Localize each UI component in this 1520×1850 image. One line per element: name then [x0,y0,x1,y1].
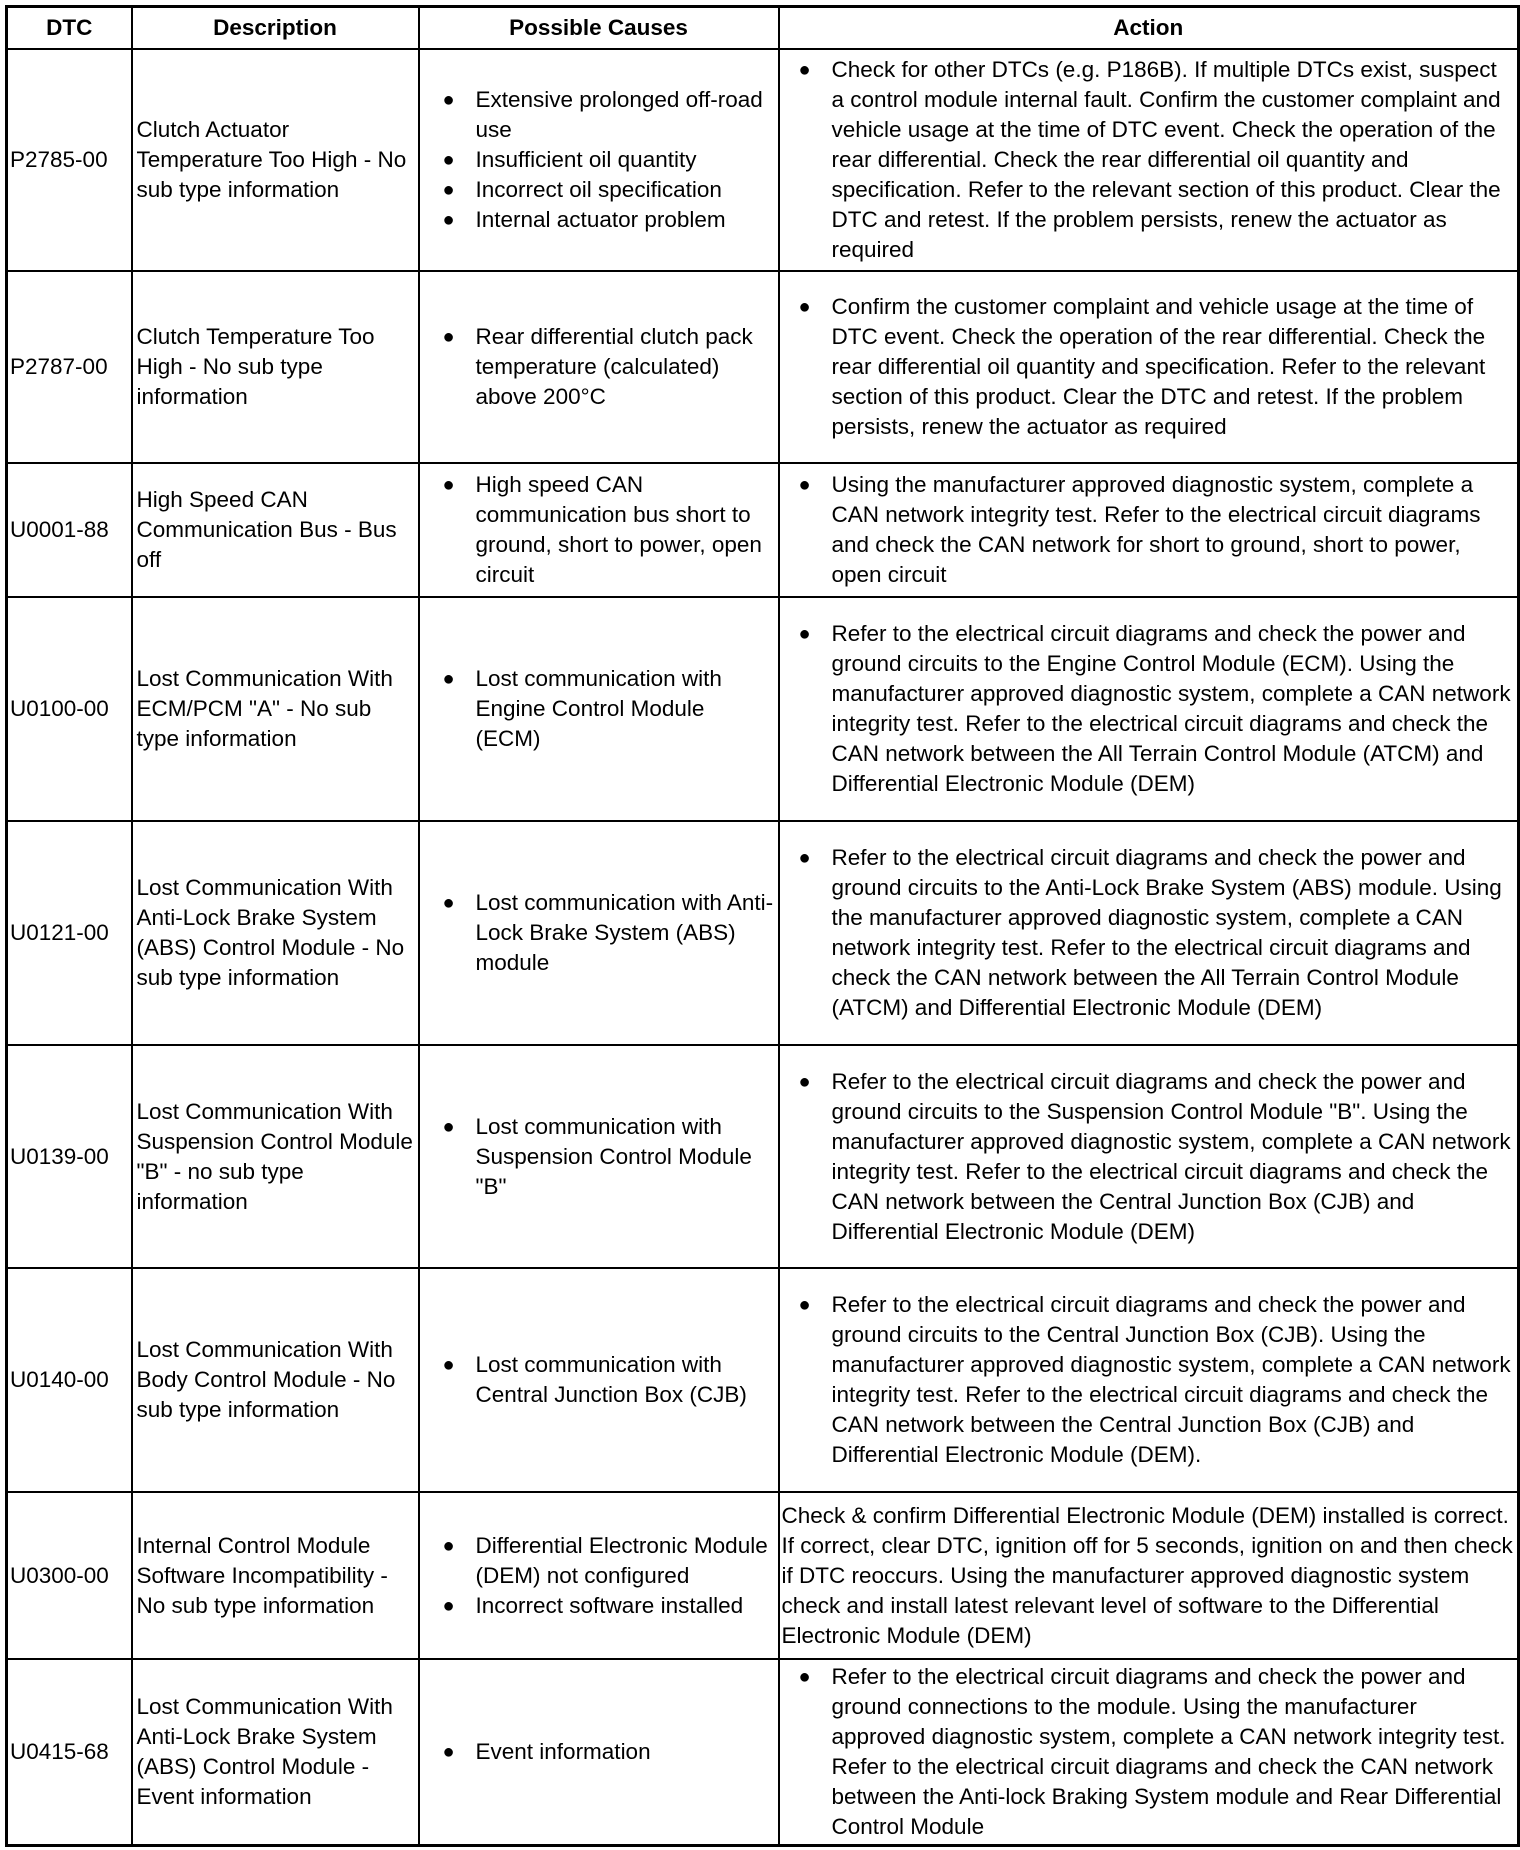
action-text: Refer to the electrical circuit diagrams and check the power and ground circuits to the Anti-Lock Brake System (ABS) module. Using the manufacturer approved diagnostic system, complete a CAN network integrity test. Refer to the electrical circuit diagrams and check the CAN network between the All Terrain Control Module (ATCM) and Differential Electronic Module (DEM) [831,845,1502,1020]
header-row [7,7,1519,50]
cause-text: Incorrect software installed [475,1592,744,1618]
dtc-code: U0300-00 [7,1492,132,1659]
possible-causes [419,597,779,821]
action-text: Check for other DTCs (e.g. P186B). If multiple DTCs exist, suspect a control module internal fault. Confirm the customer complaint and vehicle usage at the time of DTC event. Check the operation of the rear differential. Check the rear differential oil quantity and specification. Refer to the relevant section of this product. Clear the DTC and retest. If the problem persists, renew the actuator as required [831,57,1501,262]
bullet-icon: ● [798,59,811,81]
table-row [7,271,1519,463]
header-dtc: DTC [7,7,132,50]
bullet-icon: ● [798,1665,811,1688]
description: Lost Communication With Anti-Lock Brake System (ABS) Control Module - Event information [132,1659,419,1845]
action [779,1268,1519,1492]
table-row [7,1659,1519,1845]
bullet-icon: ● [442,1534,455,1557]
action-text: Refer to the electrical circuit diagrams and check the power and ground circuits to the Suspension Control Module "B". Using the manufacturer approved diagnostic system, complete a CAN network integrity test. Refer to the electrical circuit diagrams and check the CAN network between the Central Junction Box (CJB) and Differential Electronic Module (DEM) [831,1068,1511,1244]
cause-text: Internal actuator problem [475,207,726,232]
table-row [7,597,1519,821]
cause-item [442,322,774,412]
action-text: Refer to the electrical circuit diagrams and check the power and ground connections to the module. Using the manufacturer approved diagnostic system, complete a CAN network integrity test. Refer to the electrical circuit diagrams and check the CAN network between the Anti-lock Braking System module and Rear Differential Control Module [831,1663,1506,1839]
action-text: Refer to the electrical circuit diagrams and check the power and ground circuits to the Central Junction Box (CJB). Using the manufacturer approved diagnostic system, complete a CAN network integrity test. Refer to the electrical circuit diagrams and check the CAN network between the Central Junction Box (CJB) and Differential Electronic Module (DEM). [831,1292,1511,1467]
action [779,821,1519,1045]
cause-item [442,1112,774,1202]
cause-text: Rear differential clutch pack temperature (calculated) above 200°C [475,324,753,409]
cause-text: Extensive prolonged off-road use [475,87,763,142]
bullet-icon: ● [442,1740,455,1763]
bullet-icon: ● [442,1115,455,1138]
action-item [798,1067,1514,1247]
action-item [798,1290,1514,1470]
bullet-icon: ● [798,474,811,496]
cause-text: Insufficient oil quantity [475,147,697,172]
bullet-icon: ● [798,1294,811,1316]
bullet-icon: ● [442,668,455,690]
header-description: Description [132,7,419,50]
cause-item [442,205,774,235]
action [779,1492,1519,1659]
dtc-code: U0140-00 [7,1268,132,1492]
cause-text: Event information [475,1738,651,1764]
header-action: Action [779,7,1519,50]
action-item [798,292,1514,442]
action [779,1045,1519,1268]
cause-item [442,1350,774,1410]
action-item [798,843,1514,1023]
action [779,49,1519,271]
cause-item [442,888,774,978]
cause-item [442,175,774,205]
dtc-code: U0121-00 [7,821,132,1045]
possible-causes [419,271,779,463]
table-row [7,821,1519,1045]
bullet-icon: ● [442,892,455,914]
action-item [798,619,1514,799]
table-row [7,1268,1519,1492]
dtc-code: P2787-00 [7,271,132,463]
description: Internal Control Module Software Incompatibility - No sub type information [132,1492,419,1659]
possible-causes [419,463,779,597]
action-text: Refer to the electrical circuit diagrams and check the power and ground circuits to the Engine Control Module (ECM). Using the manufacturer approved diagnostic system, complete a CAN network integrity test. Refer to the electrical circuit diagrams and check the CAN network between the All Terrain Control Module (ATCM) and Differential Electronic Module (DEM) [831,621,1511,796]
table-row [7,463,1519,597]
cause-text: Lost communication with Engine Control Module (ECM) [475,666,722,751]
possible-causes [419,1045,779,1268]
action-text: Confirm the customer complaint and vehicle usage at the time of DTC event. Check the operation of the rear differential. Check the rear differential oil quantity and specification. Refer to the relevant section of this product. Clear the DTC and retest. If the problem persists, renew the actuator as required [831,294,1486,439]
dtc-code: U0139-00 [7,1045,132,1268]
description: Lost Communication With Body Control Module - No sub type information [132,1268,419,1492]
table-row [7,49,1519,271]
action [779,597,1519,821]
bullet-icon: ● [798,847,811,869]
action-text: Check & confirm Differential Electronic Module (DEM) installed is correct. If correct, clear DTC, ignition off for 5 seconds, ignition on and then check if DTC reoccurs. Using the manufacturer approved diagnostic system check and install latest relevant level of software to the Differential Electronic Module (DEM) [781,1502,1513,1648]
possible-causes [419,821,779,1045]
possible-causes [419,1659,779,1845]
table-row [7,1045,1519,1268]
cause-text: Lost communication with Suspension Control Module "B" [475,1113,752,1199]
cause-item [442,664,774,754]
possible-causes [419,49,779,271]
description: Lost Communication With Suspension Control Module "B" - no sub type information [132,1045,419,1268]
action-item [798,1662,1514,1842]
bullet-icon: ● [442,326,455,348]
dtc-table [5,5,1520,1847]
cause-text: Lost communication with Central Junction Box (CJB) [475,1352,747,1407]
bullet-icon: ● [798,1070,811,1093]
bullet-icon: ● [442,149,455,171]
action [779,463,1519,597]
cause-item [442,145,774,175]
cause-item [442,1531,774,1591]
header-causes: Possible Causes [419,7,779,50]
dtc-code: P2785-00 [7,49,132,271]
action-item [798,470,1514,590]
cause-text: High speed CAN communication bus short to ground, short to power, open circuit [475,472,762,587]
action [779,1659,1519,1845]
action-text: Using the manufacturer approved diagnostic system, complete a CAN network integrity test. Refer to the electrical circuit diagrams and check the CAN network for short to ground, short to power, open circuit [831,472,1481,587]
cause-item [442,1591,774,1621]
table-row [7,1492,1519,1659]
description: Clutch Temperature Too High - No sub type information [132,271,419,463]
description: Clutch Actuator Temperature Too High - No sub type information [132,49,419,271]
description: Lost Communication With Anti-Lock Brake System (ABS) Control Module - No sub type information [132,821,419,1045]
dtc-code: U0100-00 [7,597,132,821]
cause-item [442,470,774,590]
cause-text: Incorrect oil specification [475,177,722,202]
cause-text: Lost communication with Anti-Lock Brake System (ABS) module [475,890,774,975]
cause-item [442,1737,774,1767]
dtc-code: U0415-68 [7,1659,132,1845]
bullet-icon: ● [442,89,455,111]
action [779,271,1519,463]
possible-causes [419,1492,779,1659]
bullet-icon: ● [798,623,811,645]
cause-text: Differential Electronic Module (DEM) not configured [475,1532,768,1588]
bullet-icon: ● [442,209,455,231]
bullet-icon: ● [442,1354,455,1376]
bullet-icon: ● [798,296,811,318]
dtc-code: U0001-88 [7,463,132,597]
bullet-icon: ● [442,179,455,201]
cause-item [442,85,774,145]
possible-causes [419,1268,779,1492]
description: Lost Communication With ECM/PCM "A" - No sub type information [132,597,419,821]
action-item [798,55,1514,265]
description: High Speed CAN Communication Bus - Bus off [132,463,419,597]
bullet-icon: ● [442,1594,455,1617]
bullet-icon: ● [442,474,455,496]
